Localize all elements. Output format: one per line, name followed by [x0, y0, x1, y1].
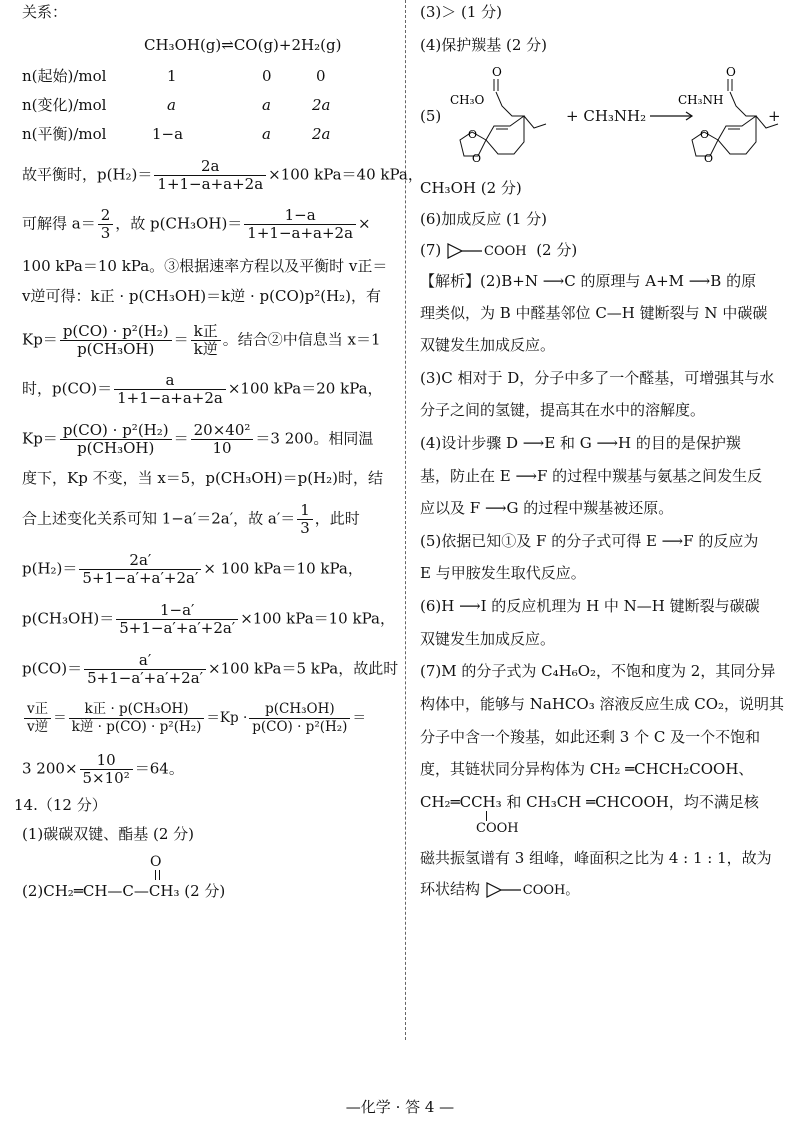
reaction-equation: CH₃OH(g)⇌CO(g)+2H₂(g): [144, 36, 342, 54]
table-cell: 2a: [312, 96, 331, 114]
ring-o: O: [700, 128, 710, 141]
fraction: [244, 207, 356, 242]
fraction: [60, 422, 172, 457]
equation-p-h2-prime: [22, 552, 363, 587]
fraction: [80, 752, 133, 787]
numerator: p(CO) · p²(H₂): [60, 323, 172, 341]
numerator: 1: [297, 502, 313, 520]
table-cell: 1: [167, 67, 177, 85]
numerator: k正 · p(CH₃OH): [69, 701, 205, 719]
table-cell: 0: [316, 67, 326, 85]
denominator: 1+1−a+a+2a: [117, 389, 223, 407]
fraction: [69, 701, 205, 736]
eq-text: ×100 kPa＝20 kPa，: [227, 379, 383, 398]
fraction: [60, 323, 172, 358]
ring-o: O: [472, 152, 482, 165]
table-cell: 2a: [312, 125, 331, 143]
answer-5-label: (5): [420, 107, 442, 125]
analysis-line: 基，防止在 E ⟶F 的过程中羰基与氨基之间发生反: [420, 467, 763, 485]
table-cell: a: [262, 96, 271, 114]
eq-text: ×100 kPa＝10 kPa，: [240, 609, 395, 628]
analysis-line: 磁共振氢谱有 3 组峰，峰面积之比为 4 : 1 : 1，故为: [420, 849, 772, 867]
denominator: 10: [212, 439, 232, 457]
analysis-line: 分子中含一个羧基，如此还剩 3 个 C 及一个不饱和: [420, 728, 761, 746]
analysis-line: 分子之间的氢键，提高其在水中的溶解度。: [420, 401, 706, 419]
numerator: 2a: [154, 158, 266, 176]
equation-kp-value: [22, 422, 373, 457]
reagent-methylamine: + CH₃NH₂: [566, 107, 647, 125]
eq-text: 故平衡时，p(H₂)＝: [22, 165, 153, 184]
eq-text: p(CO)＝: [22, 659, 83, 678]
answer-14-2: (2)CH₂═CH—C—CH₃ (2 分): [22, 882, 226, 900]
eq-text: ＝: [53, 710, 67, 726]
eq-text: Kp＝: [22, 330, 58, 349]
eq-text: ×100 kPa＝40 kPa，: [268, 165, 423, 184]
table-cell: 0: [262, 67, 272, 85]
table-cell: a: [262, 125, 271, 143]
analysis-line-final: [420, 879, 578, 901]
text-line: 100 kPa＝10 kPa。③根据速率方程以及平衡时 v正＝: [22, 257, 388, 275]
eq-text: ＝Kp ·: [206, 710, 248, 726]
analysis-line: (7)M 的分子式为 C₄H₆O₂，不饱和度为 2，其同分异: [420, 662, 776, 680]
equation-p-ch3oh-prime: [22, 602, 395, 637]
fraction: [191, 323, 221, 358]
text-line: 度下，Kp 不变，当 x＝5，p(CH₃OH)＝p(H₂)时，结: [22, 469, 384, 487]
plus-sign: +: [768, 107, 781, 125]
equation-rate-ratio: [22, 701, 366, 736]
eq-text: p(H₂)＝: [22, 559, 78, 578]
ester-methoxy: CH₃O: [450, 93, 485, 107]
question-14-header: 14.（12 分）: [14, 796, 107, 814]
table-row-label: n(变化)/mol: [22, 96, 107, 114]
table-row-label: n(起始)/mol: [22, 67, 107, 85]
analysis-line: 双键发生加成反应。: [420, 630, 556, 648]
carbonyl-bond-2: [159, 870, 160, 880]
denominator: v逆: [27, 719, 49, 735]
fraction: [114, 372, 226, 407]
numerator: 10: [80, 752, 133, 770]
denominator: 3: [100, 224, 111, 242]
denominator: 3: [300, 519, 310, 537]
numerator: k正: [191, 323, 221, 341]
table-row-label: n(平衡)/mol: [22, 125, 107, 143]
cyclopropyl-icon: [485, 881, 523, 899]
eq-text: 时，p(CO)＝: [22, 379, 113, 398]
analysis-line: (4)设计步骤 D ⟶E 和 G ⟶H 的目的是保护羰: [420, 434, 741, 452]
denominator: 1+1−a+a+2a: [157, 175, 264, 193]
fraction: [191, 422, 254, 457]
answer-6: (6)加成反应 (1 分): [420, 210, 548, 228]
ester-oxygen: O: [492, 65, 502, 79]
table-cell: 1−a: [152, 125, 184, 143]
fraction: [249, 701, 350, 736]
fraction: [98, 207, 114, 242]
eq-text: ＝: [173, 429, 189, 448]
eq-text: 合上述变化关系可知 1−a′＝2a′，故 a′＝: [22, 509, 296, 528]
cyclohexene-ring: [486, 116, 524, 154]
denominator: p(CH₃OH): [77, 340, 155, 358]
analysis-line: (3)C 相对于 D，分子中多了一个醛基，可增强其与水: [420, 369, 775, 387]
carboxyl-group: COOH: [484, 244, 527, 259]
equation-result: [22, 752, 184, 787]
fraction: [297, 502, 313, 537]
text-line: v逆可得：k正 · p(CH₃OH)＝k逆 · p(CO)p²(H₂)，有: [22, 287, 382, 305]
amide-chain: [730, 92, 756, 116]
column-divider: [405, 0, 406, 1040]
cyclohexene-ring: [718, 116, 756, 154]
fraction: [116, 602, 238, 637]
eq-text: ＝64。: [134, 759, 184, 778]
eq-text: 3 200×: [22, 759, 78, 778]
page-footer: —化学 · 答 4 —: [345, 1098, 455, 1116]
numerator: v正: [24, 701, 51, 719]
numerator: a: [114, 372, 226, 390]
analysis-line: (5)依据已知①及 F 的分子式可得 E ⟶F 的反应为: [420, 532, 759, 550]
answer-14-1: (1)碳碳双键、酯基 (2 分): [22, 825, 195, 843]
eq-text: ＝3 200。相同温: [255, 429, 374, 448]
carboxyl-group: COOH。: [522, 883, 579, 898]
equation-p-h2: [22, 158, 423, 193]
cyclopropyl-icon: [446, 242, 484, 260]
numerator: 20×40²: [191, 422, 254, 440]
ethyl-group: [524, 116, 546, 128]
eq-text: ＝: [173, 330, 189, 349]
denominator: 5×10²: [82, 769, 130, 787]
numerator: 1−a: [244, 207, 356, 225]
analysis-line: 【解析】(2)B+N ⟶C 的原理与 A+M ⟶B 的原: [420, 272, 757, 290]
analysis-line: CH₂═CCH₃ 和 CH₃CH ═CHCOOH，均不满足核: [420, 793, 759, 811]
answer-4: (4)保护羰基 (2 分): [420, 36, 548, 54]
numerator: a′: [84, 652, 206, 670]
numerator: p(CO) · p²(H₂): [60, 422, 172, 440]
denominator: 5+1−a′+a′+2a′: [87, 669, 204, 687]
eq-text: ×: [358, 214, 371, 233]
eq-text: 可解得 a＝: [22, 214, 96, 233]
fraction: [154, 158, 266, 193]
branch-carboxyl: COOH: [476, 821, 519, 836]
ring-o: O: [468, 128, 478, 141]
analysis-text: 环状结构: [420, 880, 481, 898]
analysis-line: 构体中，能够与 NaHCO₃ 溶液反应生成 CO₂，说明其: [420, 695, 785, 713]
equation-p-co: [22, 372, 383, 407]
denominator: p(CO) · p²(H₂): [252, 719, 348, 735]
fraction: [79, 552, 201, 587]
amide-oxygen: O: [726, 65, 736, 79]
analysis-line: 应以及 F ⟶G 的过程中羰基被还原。: [420, 499, 674, 517]
analysis-line: 双键发生加成反应。: [420, 336, 556, 354]
amide-methylamino: CH₃NH: [678, 93, 724, 107]
eq-text: 。结合②中信息当 x＝1: [222, 330, 381, 349]
denominator: 1+1−a+a+2a: [247, 224, 354, 242]
equation-kp: [22, 323, 381, 358]
answer-5-byproduct: CH₃OH (2 分): [420, 179, 522, 197]
numerator: 2a′: [79, 552, 201, 570]
numerator: 2: [98, 207, 114, 225]
denominator: k逆: [193, 340, 218, 358]
fraction: [24, 701, 51, 736]
fraction: [84, 652, 206, 687]
numerator: p(CH₃OH): [249, 701, 350, 719]
equation-a-prime: [22, 502, 360, 537]
eq-text: ×100 kPa＝5 kPa，故此时: [208, 659, 399, 678]
denominator: 5+1−a′+a′+2a′: [119, 619, 236, 637]
eq-text: ，此时: [314, 509, 360, 528]
carbonyl-oxygen: O: [150, 854, 162, 870]
table-cell: a: [167, 96, 176, 114]
answer-7: [420, 240, 577, 262]
analysis-line: (6)H ⟶I 的反应机理为 H 中 N—H 键断裂与碳碳: [420, 597, 760, 615]
numerator: 1−a′: [116, 602, 238, 620]
analysis-line: E 与甲胺发生取代反应。: [420, 564, 586, 582]
analysis-line: 理类似，为 B 中醛基邻位 C—H 键断裂与 N 中碳碳: [420, 304, 768, 322]
denominator: k逆 · p(CO) · p²(H₂): [71, 719, 202, 735]
ester-chain: [496, 92, 524, 116]
ester-molecule-structure: [450, 62, 560, 167]
answer-7-score: (2 分): [536, 241, 578, 259]
eq-text: ＝: [352, 710, 366, 726]
answer-3: (3)＞ (1 分): [420, 3, 503, 21]
relation-label: 关系：: [22, 3, 68, 21]
carbonyl-bond-1: [155, 870, 156, 880]
eq-text: Kp＝: [22, 429, 58, 448]
ring-o: O: [704, 152, 714, 165]
eq-text: p(CH₃OH)＝: [22, 609, 115, 628]
analysis-line: 度，其链状同分异构体为 CH₂ ═CHCH₂COOH、: [420, 760, 754, 778]
equation-a-value: [22, 207, 371, 242]
answer-7-label: (7): [420, 241, 442, 259]
eq-text: ，故 p(CH₃OH)＝: [115, 214, 243, 233]
denominator: 5+1−a′+a′+2a′: [82, 569, 199, 587]
equation-p-co-prime: [22, 652, 398, 687]
denominator: p(CH₃OH): [77, 439, 155, 457]
eq-text: × 100 kPa＝10 kPa，: [203, 559, 363, 578]
